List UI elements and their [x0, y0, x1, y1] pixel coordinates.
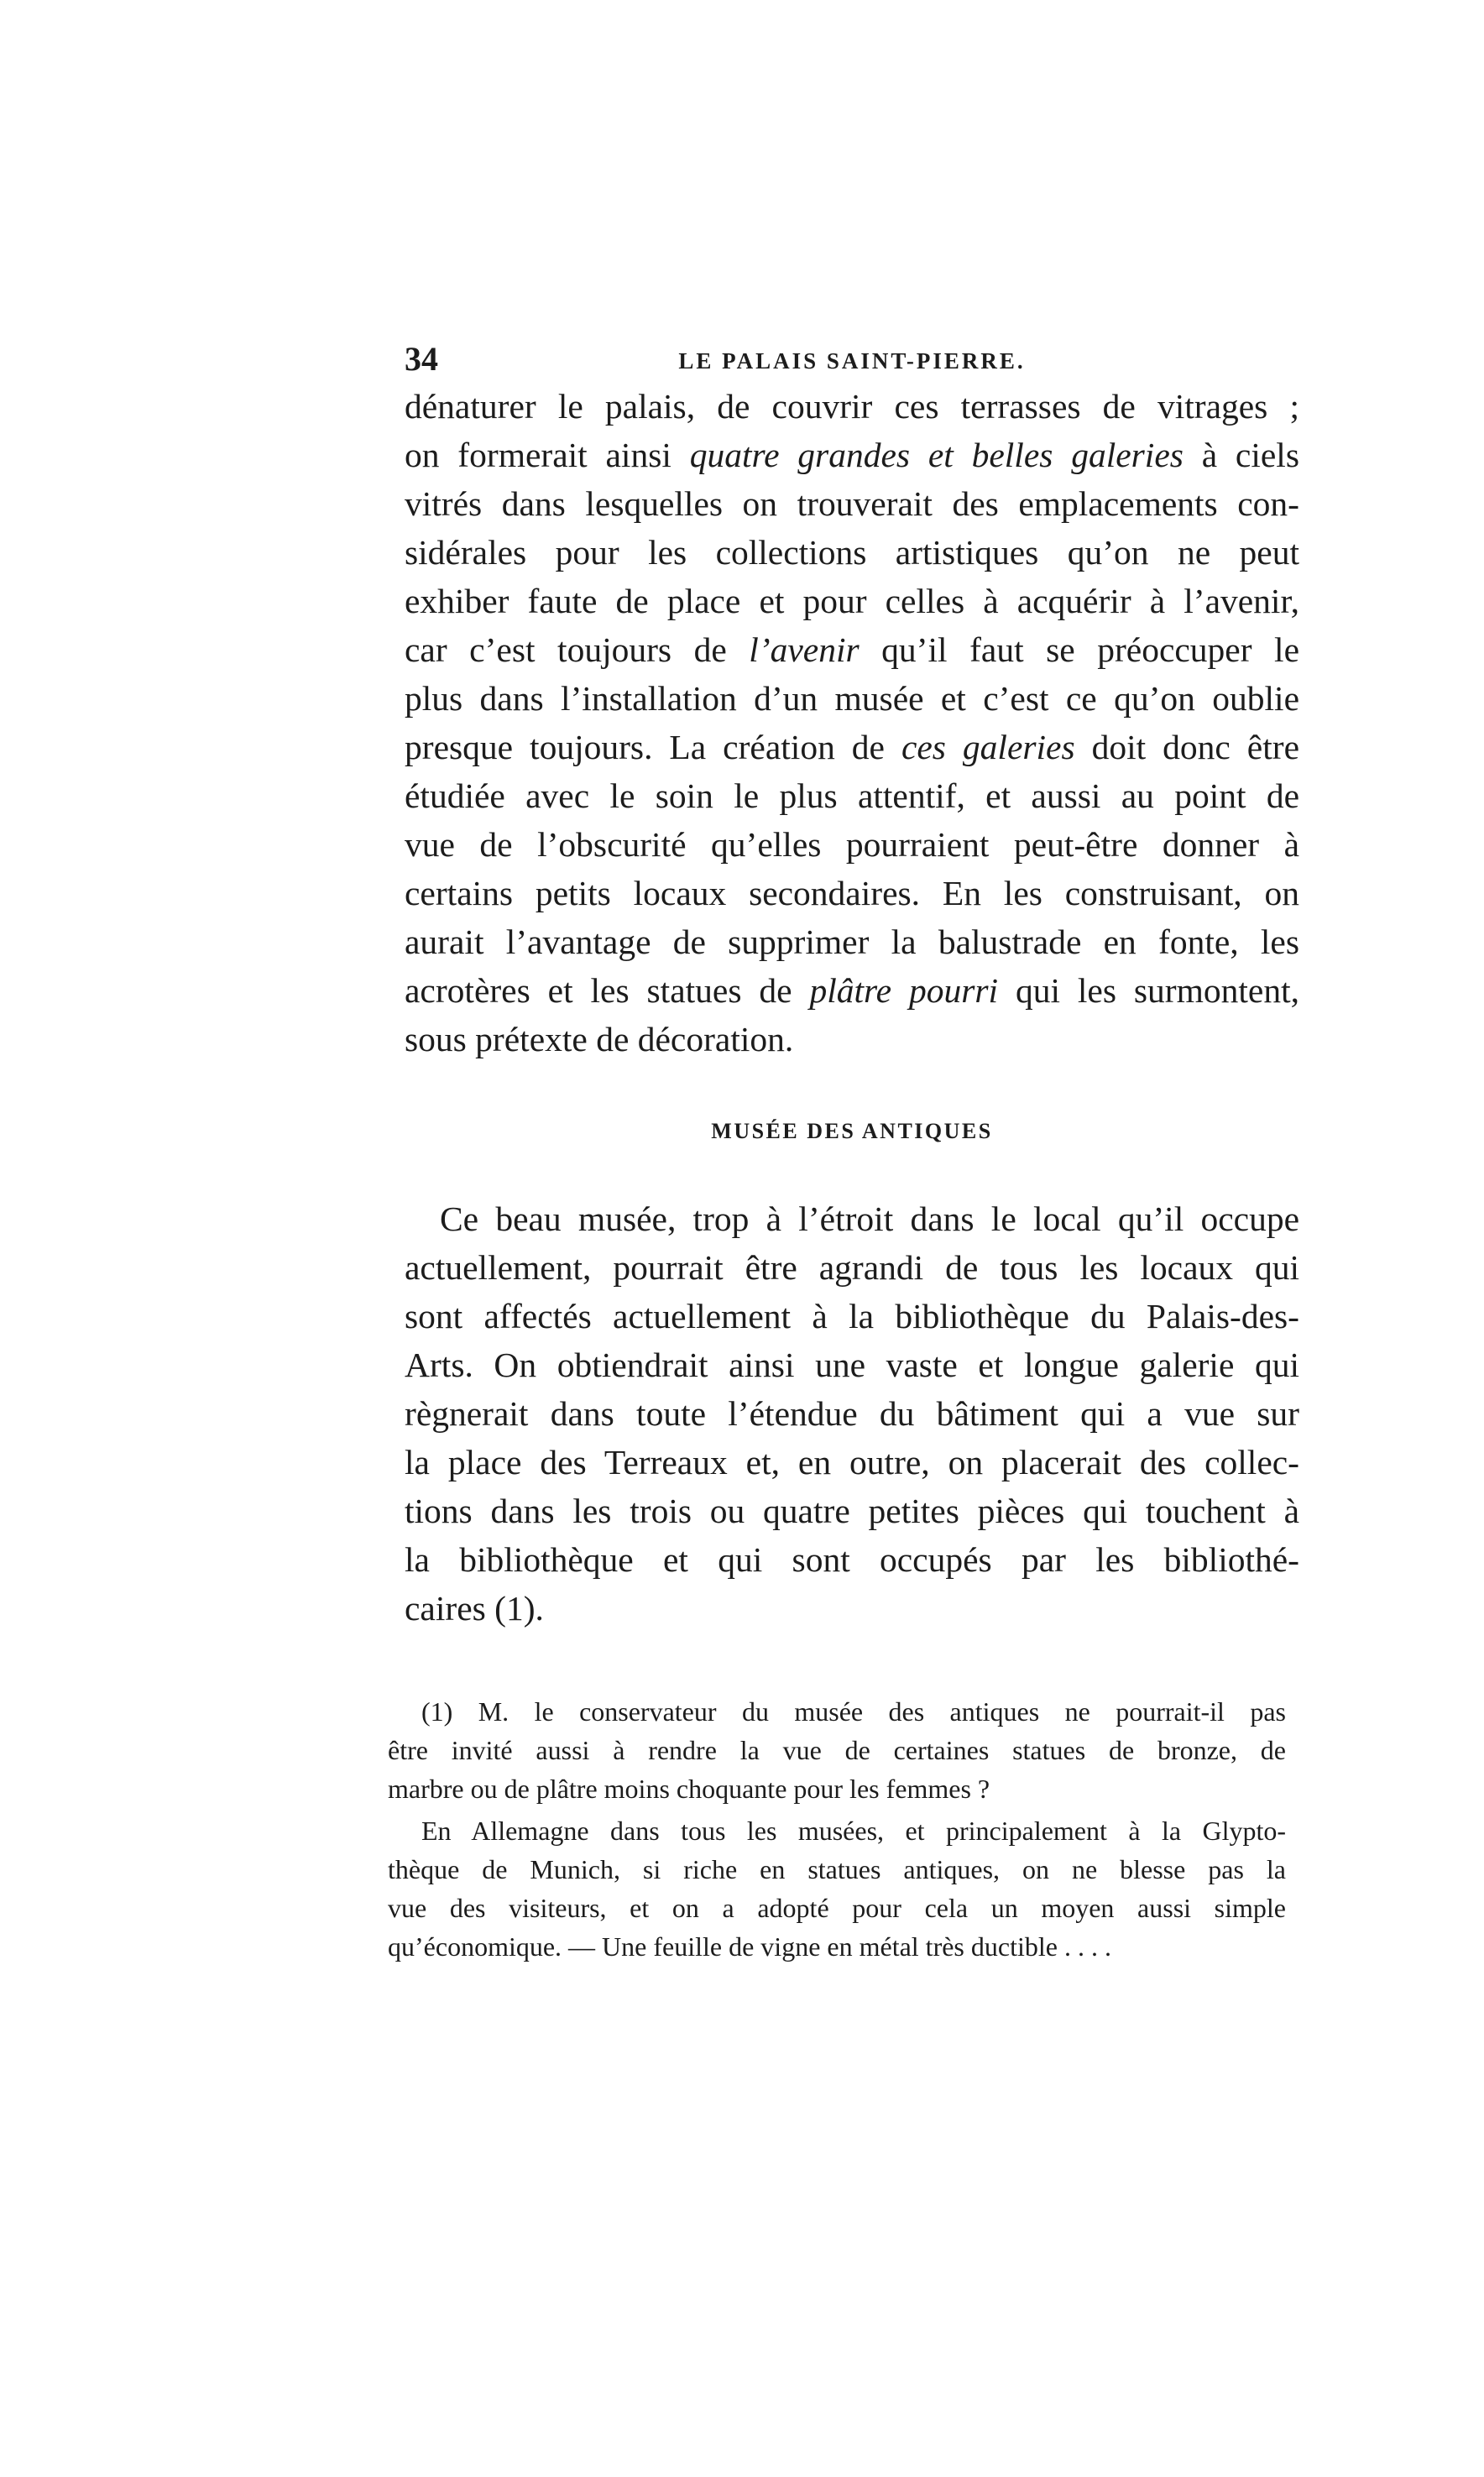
footnote-line: être invité aussi à rendre la vue de certaines statues de bronze, de	[388, 1735, 1286, 1765]
text-line: la bibliothèque et qui sont occupés par les bibliothé-	[405, 1540, 1299, 1579]
page-number: 34	[405, 340, 438, 378]
text-span: presque toujours. La création de	[405, 728, 901, 766]
text-line: certains petits locaux secondaires. En les construisant, on	[405, 874, 1299, 912]
text-span: doit donc être	[1074, 728, 1299, 766]
text-span: car c’est toujours de	[405, 630, 750, 669]
text-span: à ciels	[1183, 436, 1299, 474]
text-line	[405, 431, 1299, 478]
text-line: aurait l’avantage de supprimer la balustrade en fonte, les	[405, 922, 1299, 961]
text-line: sous prétexte de décoration.	[405, 1020, 794, 1058]
text-line: sidérales pour les collections artistiques qu’on ne peut	[405, 533, 1299, 572]
text-line	[405, 967, 1299, 1014]
text-line: Ce beau musée, trop à l’étroit dans le local qu’il occupe	[440, 1199, 1299, 1238]
section-title: MUSÉE DES ANTIQUES	[711, 1119, 993, 1143]
text-line: exhiber faute de place et pour celles à acquérir à l’avenir,	[405, 582, 1299, 620]
footnote-line: marbre ou de plâtre moins choquante pour les femmes ?	[388, 1774, 990, 1804]
text-line: actuellement, pourrait être agrandi de tous les locaux qui	[405, 1248, 1299, 1287]
italic-span: plâtre pourri	[809, 971, 999, 1010]
page-header	[405, 341, 1299, 378]
text-line: sont affectés actuellement à la bibliothèque du Palais-des-	[405, 1297, 1299, 1335]
text-line: vitrés dans lesquelles on trouverait des emplacements con-	[405, 484, 1299, 523]
text-span: qu’il faut se préoccuper le	[859, 630, 1299, 669]
italic-span: l’avenir	[749, 630, 860, 669]
footnote-line: vue des visiteurs, et on a adopté pour cela un moyen aussi simple	[388, 1893, 1286, 1923]
text-line: dénaturer le palais, de couvrir ces terrasses de vitrages ;	[405, 387, 1299, 426]
footnote-line: (1) M. le conservateur du musée des antiques ne pourrait-il pas	[421, 1696, 1286, 1727]
text-line: vue de l’obscurité qu’elles pourraient peut-être donner à	[405, 825, 1299, 864]
text-line: étudiée avec le soin le plus attentif, et aussi au point de	[405, 776, 1299, 815]
text-span: acrotères et les statues de	[405, 971, 810, 1010]
footnote-line: thèque de Munich, si riche en statues antiques, on ne blesse pas la	[388, 1854, 1286, 1884]
italic-span: ces galeries	[901, 728, 1075, 766]
text-line: règnerait dans toute l’étendue du bâtiment qui a vue sur	[405, 1394, 1299, 1433]
italic-span: quatre grandes et belles galeries	[689, 436, 1184, 474]
footnote-line: En Allemagne dans tous les musées, et principalement à la Glypto-	[421, 1816, 1286, 1846]
text-line: Arts. On obtiendrait ainsi une vaste et longue galerie qui	[405, 1346, 1299, 1384]
text-line: plus dans l’installation d’un musée et c’est ce qu’on oublie	[405, 679, 1299, 718]
text-span: on formerait ainsi	[405, 436, 690, 474]
text-line	[405, 724, 1299, 771]
running-head: LE PALAIS SAINT-PIERRE.	[678, 348, 1026, 374]
text-line	[405, 626, 1299, 673]
text-span: qui les surmontent,	[998, 971, 1299, 1010]
footnote-line: qu’économique. — Une feuille de vigne en métal très ductible . . . .	[388, 1931, 1111, 1962]
text-line: la place des Terreaux et, en outre, on placerait des collec-	[405, 1443, 1299, 1481]
text-line: tions dans les trois ou quatre petites pièces qui touchent à	[405, 1492, 1299, 1530]
text-line: caires (1).	[405, 1589, 544, 1628]
